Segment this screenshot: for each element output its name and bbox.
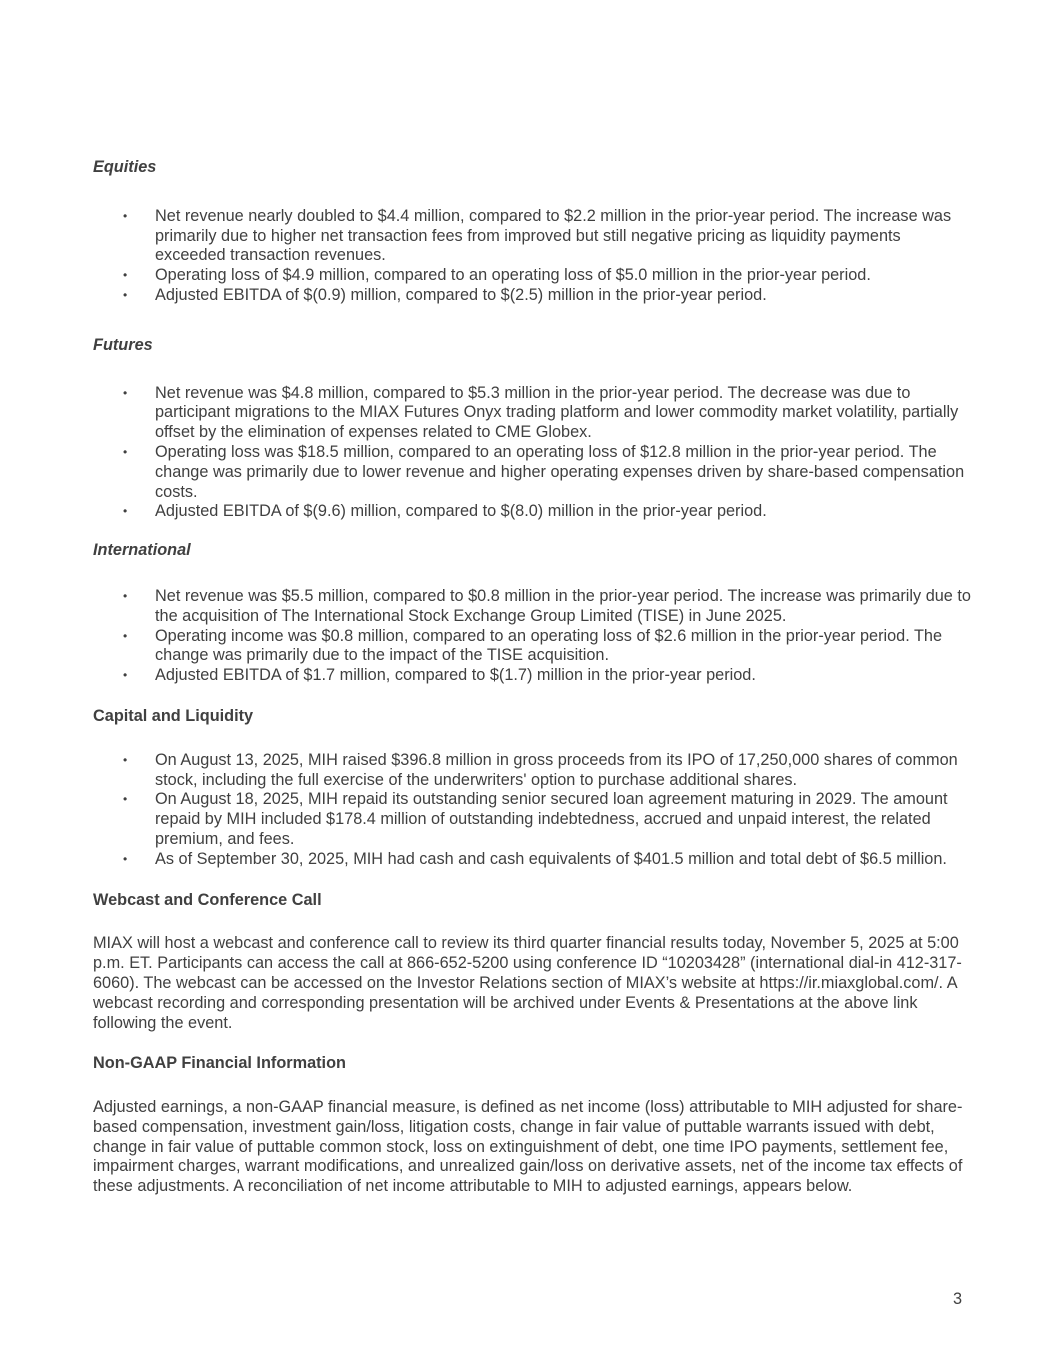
bullet-icon: • <box>123 385 128 400</box>
page-number: 3 <box>952 1290 962 1308</box>
list-item: • On August 13, 2025, MIH raised $396.8 million in gross proceeds from its IPO of 17,250,000 shares of common stock, including the full exercise of the underwriters' option to purchase additional shares. <box>123 750 958 789</box>
non-gaap-paragraph: Adjusted earnings, a non-GAAP financial measure, is defined as net income (loss) attributable to MIH adjusted for share-based compensation, investment gain/loss, litigation costs, change in fair value of puttable warrants issued with debt, change in fair value of puttable common stock, loss on extinguishment of debt, one time IPO payments, settlement fee, impairment charges, warrant modifications, and unrealized gain/loss on derivative assets, net of the income tax effects of these adjustments. A reconciliation of net income attributable to MIH to adjusted earnings, appears below. <box>93 1098 963 1196</box>
webcast-heading: Webcast and Conference Call <box>93 890 322 909</box>
list-item: • Operating loss of $4.9 million, compared to an operating loss of $5.0 million in the prior-year period. <box>123 266 871 285</box>
bullet-icon: • <box>123 588 128 603</box>
international-heading: International <box>93 541 191 560</box>
capital-liquidity-list <box>93 751 973 870</box>
bullet-icon: • <box>123 792 128 807</box>
list-item: • Adjusted EBITDA of $(9.6) million, compared to $(8.0) million in the prior-year period. <box>123 502 767 521</box>
bullet-icon: • <box>123 752 128 767</box>
list-item: • Net revenue was $4.8 million, compared to $5.3 million in the prior-year period. The decrease was due to participant migrations to the MIAX Futures Onyx trading platform and lower commodity market volatility, partially offset by the elimination of expenses related to CME Globex. <box>123 383 959 442</box>
list-item: • Adjusted EBITDA of $1.7 million, compared to $(1.7) million in the prior-year period. <box>123 666 756 685</box>
list-item: • Net revenue was $5.5 million, compared to $0.8 million in the prior-year period. The increase was primarily due to the acquisition of The International Stock Exchange Group Limited (TISE) in June 2025. <box>123 586 971 625</box>
equities-list <box>93 207 973 306</box>
list-item: • Adjusted EBITDA of $(0.9) million, compared to $(2.5) million in the prior-year period. <box>123 285 767 304</box>
list-item: • Operating income was $0.8 million, compared to an operating loss of $2.6 million in the prior-year period. The change was primarily due to the impact of the TISE acquisition. <box>123 626 943 665</box>
international-list <box>93 587 973 686</box>
bullet-icon: • <box>123 444 128 459</box>
bullet-icon: • <box>123 504 128 519</box>
capital-liquidity-heading: Capital and Liquidity <box>93 706 254 725</box>
equities-heading: Equities <box>93 158 157 176</box>
list-item: • Operating loss was $18.5 million, compared to an operating loss of $12.8 million in the prior-year period. The change was primarily due to lower revenue and higher operating expenses driven by share-based compensation costs. <box>123 442 965 501</box>
bullet-icon: • <box>123 268 128 283</box>
document-page <box>93 158 973 1197</box>
list-item: • As of September 30, 2025, MIH had cash and cash equivalents of $401.5 million and total debt of $6.5 million. <box>123 849 947 868</box>
bullet-icon: • <box>123 287 128 302</box>
futures-heading: Futures <box>93 335 153 354</box>
futures-list <box>93 384 973 523</box>
bullet-icon: • <box>123 851 128 866</box>
list-item: • Net revenue nearly doubled to $4.4 million, compared to $2.2 million in the prior-year period. The increase was primarily due to higher net transaction fees from improved but still negative pricing as liquidity payments exceeded transaction revenues. <box>123 206 952 265</box>
list-item: • On August 18, 2025, MIH repaid its outstanding senior secured loan agreement maturing in 2029. The amount repaid by MIH included $178.4 million of outstanding indebtedness, accrued and unpaid interest, the related premium, and fees. <box>123 790 948 848</box>
webcast-paragraph: MIAX will host a webcast and conference call to review its third quarter financial results today, November 5, 2025 at 5:00 p.m. ET. Participants can access the call at 866-652-5200 using conference ID “10203428” (international dial-in 412-317-6060). The webcast can be accessed on the Investor Relations section of MIAX’s website at https://ir.miaxglobal.com/. A webcast recording and corresponding presentation will be archived under Events & Presentations at the above link following the event. <box>93 934 962 1032</box>
bullet-icon: • <box>123 208 128 223</box>
bullet-icon: • <box>123 628 128 643</box>
bullet-icon: • <box>123 668 128 683</box>
non-gaap-heading: Non-GAAP Financial Information <box>93 1054 346 1073</box>
